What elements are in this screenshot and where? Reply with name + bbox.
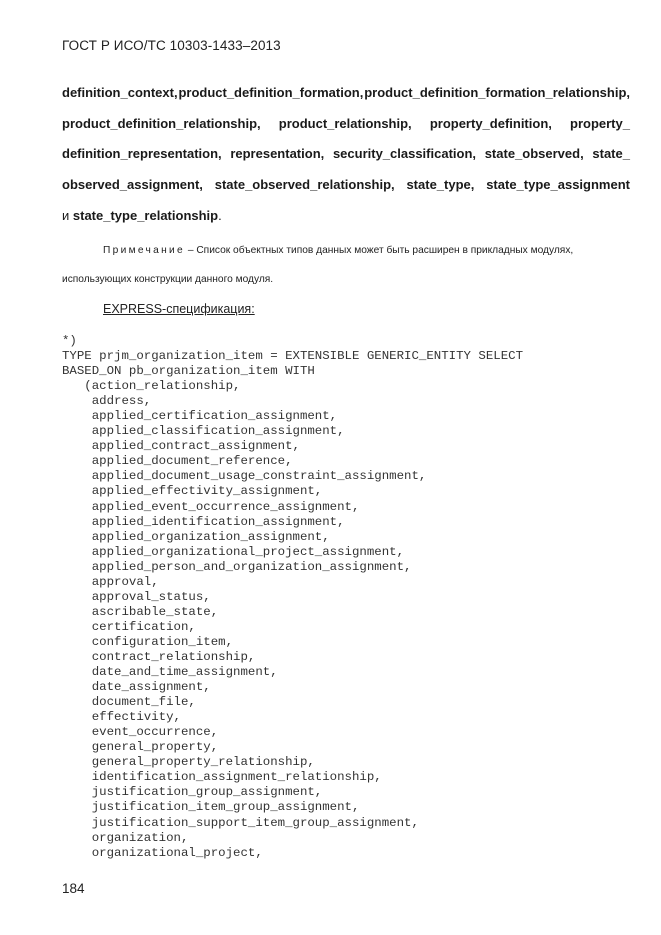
code-line: applied_person_and_organization_assignment, [62, 559, 412, 574]
code-line: effectivity, [62, 710, 181, 725]
paragraph-line-1 [62, 85, 630, 100]
code-line: approval, [62, 574, 159, 589]
code-line: applied_event_occurrence_assignment, [62, 499, 360, 514]
code-line: event_occurrence, [62, 725, 219, 740]
code-line: general_property, [62, 740, 219, 755]
code-line: organization, [62, 830, 189, 845]
paragraph-line-2 [62, 116, 630, 131]
code-line: applied_effectivity_assignment, [62, 484, 323, 499]
code-line: justification_support_item_group_assignment, [62, 815, 419, 830]
term: representation, [230, 146, 325, 161]
code-line: configuration_item, [62, 634, 234, 649]
term: definition_representation, [62, 146, 222, 161]
code-line: ascribable_state, [62, 604, 219, 619]
code-line: approval_status, [62, 589, 211, 604]
term: product_definition_formation_relationship, [364, 85, 630, 100]
term: definition_context, [62, 85, 178, 100]
term: security_classification, [332, 146, 477, 161]
term: state_observed, [484, 146, 584, 161]
paragraph-line-5 [62, 208, 222, 223]
code-line: certification, [62, 619, 196, 634]
code-line: date_and_time_assignment, [62, 665, 278, 680]
term: observed_assignment, [62, 177, 203, 192]
code-line: identification_assignment_relationship, [62, 770, 382, 785]
code-line: applied_classification_assignment, [62, 424, 345, 439]
code-line: applied_contract_assignment, [62, 439, 300, 454]
term: product_definition_formation, [178, 85, 364, 100]
code-line: *) [62, 334, 77, 348]
note-text: Список объектных типов данных может быть расширен в прикладных модулях, [196, 245, 574, 256]
term: property_ [570, 116, 630, 131]
code-line: applied_identification_assignment, [62, 514, 345, 529]
term: property_definition, [429, 116, 552, 131]
term: state_type_relationship [72, 208, 219, 223]
code-line: applied_organizational_project_assignment, [62, 544, 405, 559]
term: product_relationship, [278, 116, 412, 131]
paragraph-line-4 [62, 177, 630, 192]
conjunction: и [62, 208, 70, 223]
note-label: Примечание [103, 245, 185, 256]
code-line: justification_group_assignment, [62, 785, 323, 800]
term: product_definition_relationship, [62, 116, 261, 131]
code-line: justification_item_group_assignment, [62, 800, 360, 815]
term: state_type, [406, 177, 475, 192]
note-dash: – [187, 245, 194, 256]
code-line: organizational_project, [62, 845, 263, 860]
code-line: (action_relationship, [62, 379, 241, 394]
note-line-1 [103, 245, 573, 256]
code-line: applied_document_usage_constraint_assignment, [62, 469, 427, 484]
express-specification-heading: EXPRESS-спецификация: [103, 302, 255, 316]
document-header: ГОСТ Р ИСО/ТС 10303-1433–2013 [62, 38, 281, 53]
term: state_type_assignment [486, 177, 630, 192]
express-code-block [62, 334, 523, 861]
term: state_observed_relationship, [214, 177, 395, 192]
code-line: TYPE prjm_organization_item = EXTENSIBLE GENERIC_ENTITY SELECT [62, 349, 524, 364]
page-number: 184 [62, 881, 85, 896]
note-line-2: использующих конструкции данного модуля. [62, 274, 274, 285]
code-line: contract_relationship, [62, 649, 256, 664]
code-line: document_file, [62, 695, 196, 710]
code-line: date_assignment, [62, 680, 211, 695]
term: state_ [592, 146, 630, 161]
period: . [218, 208, 222, 223]
code-line: applied_organization_assignment, [62, 529, 330, 544]
code-line: BASED_ON pb_organization_item WITH [62, 364, 315, 379]
code-line: address, [62, 394, 152, 409]
code-line: applied_document_reference, [62, 454, 293, 469]
code-line: general_property_relationship, [62, 755, 315, 770]
paragraph-line-3 [62, 146, 630, 161]
code-line: applied_certification_assignment, [62, 409, 338, 424]
